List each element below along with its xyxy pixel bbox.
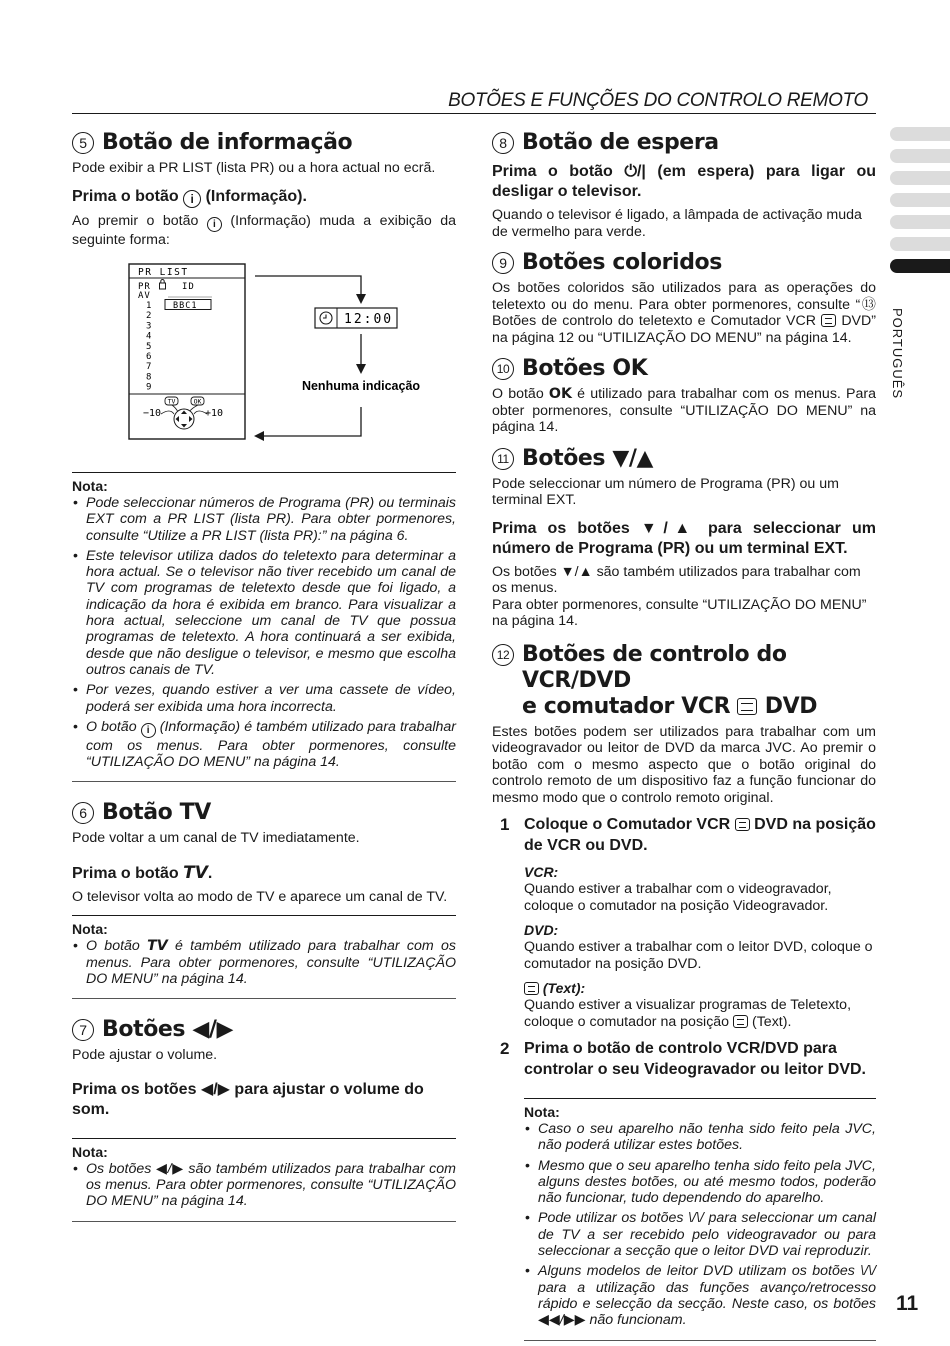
channel-number: 2 [146,311,152,322]
dvd-text: Quando estiver a trabalhar com o leitor DVD, coloque o comutador na posição DVD. [524,939,873,972]
step-body [524,1038,876,1080]
section-title: Botão de informação [102,130,353,155]
note-title: Nota: [72,1143,108,1160]
time-display [315,308,397,328]
note-list [72,1161,456,1210]
body-text: Os botões coloridos são utilizados para as operações do teletexto ou do menu. Para obter pormenores, consulte “⑬ Botões de controlo do teletexto e Comutador VCR [492,280,876,329]
instruction [72,863,456,884]
section-body [492,280,876,346]
note-box [524,1098,876,1341]
chapter-tab [890,127,950,141]
channel-number: 1 [146,301,152,311]
section-body: Os botões ▼/▲ são também utilizados para trabalhar com os menus. [492,563,861,596]
note-item [72,938,456,987]
header-rule [72,113,876,114]
info-icon: i [207,217,222,232]
channel-number: 4 [146,331,152,342]
section-title: Botões OK [522,356,648,381]
section-body: Estes botões podem ser utilizados para trabalhar com um videogravador ou leitor de DVD da marca JVC. Ao premir o botão com o mesmo aspecto que o botão original do controlo remoto de um dispositivo faz a função funcionar do mesmo modo que o controlo remoto original. [492,723,876,806]
body-text: DVD” na página 12 ou “UTILIZAÇÃO DO MENU” na página 14. [492,313,876,346]
instruction-text: Prima o botão [72,864,179,882]
section-title-line: DVD [764,693,818,719]
section-body: Quando o televisor é ligado, a lâmpada de activação muda de vermelho para verde. [492,207,862,240]
section-intro: Pode voltar a um canal de TV imediatamente. [72,830,360,847]
display-cycle-svg [72,262,456,462]
channel-number-list [146,301,151,393]
teletext-icon [737,698,757,715]
page-header-title: BOTÕES E FUNÇÕES DO CONTROLO REMOTO [448,90,868,111]
step-title-text: DVD na posição de VCR ou DVD. [524,816,876,854]
info-icon: i [141,723,156,738]
time-value: 12:00 [344,312,394,327]
section-body: Para obter pormenores, consulte “UTILIZAÇÃO DO MENU” na página 14. [492,596,867,629]
step-title: Prima o botão de controlo VCR/DVD para controlar o seu Videogravador ou leitor DVD. [524,1040,866,1078]
body-text: Quando estiver a visualizar programas de Teletexto, coloque o comutador na posição [524,997,852,1030]
body-text: é utilizado para trabalhar com os menus. Para obter pormenores, consulte “UTILIZAÇÃO DO MENU” na página 14. [492,386,876,435]
note-box [72,1138,456,1222]
chapter-tab [890,215,950,229]
cycle-arrows [254,276,366,441]
arrow-down-icon [356,294,366,304]
section-heading [72,1017,456,1043]
note-item: • Os botões ◀/▶ são também utilizados para trabalhar com os menus. Para obter pormenores, consulte “UTILIZAÇÃO DO MENU” na página 14. [72,1161,456,1210]
body-text: (Informação) muda a exibição da seguinte forma: [72,212,457,248]
info-icon: i [183,190,201,208]
ok-key-label: OK [193,397,202,406]
section-heading [492,642,876,720]
id-label: ID [182,282,195,292]
section-number: 6 [72,802,94,824]
section-intro: Pode exibir a PR LIST (lista PR) ou a hora actual no ecrã. [72,160,436,176]
instruction [72,187,456,208]
step-1 [492,814,876,1030]
instruction-text: . [207,864,213,882]
section-programme-buttons [492,446,876,630]
section-volume-buttons [72,1017,456,1221]
note-text: (Informação) é também utilizado para trabalhar com os menus. Para obter pormenores, consulte “UTILIZAÇÃO DO MENU” na página 14. [86,718,456,771]
note-box [72,472,456,782]
chapter-tab [890,237,950,251]
vcr-label: VCR: [524,864,559,880]
chapter-tabs [890,127,950,281]
chapter-tab [890,193,950,207]
section-intro: Pode seleccionar um número de Programa (PR) ou um terminal EXT. [492,475,839,508]
arrow-down-icon [356,364,366,374]
tv-key-label: TV [167,397,176,406]
section-title: Botões coloridos [522,250,722,275]
plus-ten-label: +10 [205,408,224,419]
note-item: • Pode seleccionar números de Programa (PR) ou terminais EXT com a PR LIST (lista PR). Para obter pormenores, consulte “Utilize a PR LIST (lista PR):” na página 6. [72,495,456,544]
av-label: AV [138,291,151,301]
chapter-tab [890,149,950,163]
channel-number: 8 [146,372,152,383]
section-title: Botões ▼/▲ [522,445,654,471]
section-heading [492,356,876,382]
section-heading [72,800,456,826]
body-text: O botão [492,386,544,402]
section-number: 10 [492,358,514,380]
step-title-text: Coloque o Comutador VCR [524,816,731,833]
note-item: • Pode utilizar os botões \/\/ para seleccionar um canal de TV a ser recebido pelo videogravador ou para seleccionar a secção que o leitor DVD vai reproduzir. [524,1210,876,1259]
section-intro: Pode ajustar o volume. [72,1047,218,1064]
section-body: O televisor volta ao modo de TV e aparece um canal de TV. [72,888,448,905]
page-number: 11 [896,1292,919,1315]
note-item: • Mesmo que o seu aparelho tenha sido feito pela JVC, alguns destes botões, ou até mesmo todos, poderão não funcionar, tudo dependendo do aparelho. [524,1158,876,1207]
teletext-icon [733,1015,748,1028]
pr-list-title: PR LIST [138,267,189,278]
section-info-button [72,130,456,782]
note-item [72,719,456,771]
section-title-line: Botões de controlo do VCR/DVD [522,641,787,693]
note-title: Nota: [524,1104,560,1120]
note-item: • Este televisor utiliza dados do teletexto para determinar a hora actual. Se o televisor não tiver recebido um canal de TV com programas de teletexto desde que foi ligado, a indicação da hora é exibida em branco. Para visualizar a hora actual, seleccione um canal de TV que possua programas de teletexto. A hora continuará a ser exibida, desde que não desligue o televisor, e mesmo que escolha outros canais de TV. [72,548,456,678]
text-mode-label [524,980,876,997]
section-heading [492,130,876,156]
text-mode-text [524,997,876,1030]
section-title: Botão TV [102,800,211,826]
section-title: Botões ◀/▶ [102,1017,234,1043]
channel-number: 7 [146,362,152,373]
section-number: 9 [492,252,514,274]
section-tv-button [72,800,456,999]
step-2 [492,1038,876,1080]
ok-key-glyph: OK [548,386,572,402]
section-body [492,386,876,436]
note-list [72,495,456,770]
note-item: • Alguns modelos de leitor DVD utilizam os botões \/\/ para a utilização das funções avanço/retrocesso rápido e selecção da secção. Neste caso, os botões ◀◀/▶▶ não funcionam. [524,1263,876,1328]
text-mode-label-text: (Text): [542,980,586,996]
note-title: Nota: [72,921,108,938]
teletext-icon [821,314,836,327]
step-body [524,814,876,1030]
channel-number: 9 [146,382,152,393]
section-title: Botão de espera [522,130,719,155]
channel-number: 5 [146,341,152,352]
tv-key-glyph: TV [147,938,168,955]
instruction-text: Prima o botão [72,187,179,205]
language-side-label: PORTUGUÊS [890,308,905,400]
section-heading [492,446,876,472]
note-list [524,1121,876,1329]
section-body [72,213,456,249]
no-display-label: Nenhuma indicação [301,379,421,393]
instruction: Prima os botões ◀/▶ para ajustar o volume do som. [72,1080,424,1118]
body-text: (Text). [751,1013,792,1030]
chapter-tab [890,171,950,185]
section-number: 7 [72,1019,94,1041]
section-number: 12 [492,644,514,666]
section-number: 11 [492,448,514,470]
section-heading [492,250,876,276]
instruction: Prima o botão ⏻/| (em espera) para ligar ou desligar o televisor. [492,163,876,200]
display-cycle-diagram [72,262,456,462]
tv-key-glyph: TV [183,862,208,883]
pr-label: PR [138,282,151,292]
note-text: é também utilizado para trabalhar com os menus. Para obter pormenores, consulte “UTILIZAÇÃO DO MENU” na página 14. [86,938,456,988]
vcr-text: Quando estiver a trabalhar com o videogravador, coloque o comutador na posição Videogravador. [524,881,832,914]
note-title: Nota: [72,478,108,494]
teletext-icon [524,982,539,995]
teletext-icon [735,818,750,831]
section-number: 8 [492,132,514,154]
right-column [492,130,876,1341]
section-heading [72,130,456,156]
dvd-label: DVD: [524,922,559,938]
section-ok-button [492,356,876,436]
section-number: 5 [72,132,94,154]
arrow-left-icon [254,431,264,441]
section-standby-button [492,130,876,240]
first-channel-name: BBC1 [173,301,198,311]
body-text: Ao premir o botão [72,212,199,229]
section-title-line: e comutador VCR [522,693,731,719]
section-vcr-dvd-buttons [492,642,876,1341]
step-title [524,814,876,856]
chapter-tab-active [890,259,950,273]
note-text: O botão [86,938,140,955]
minus-ten-label: −10 [143,408,162,419]
section-colour-buttons [492,250,876,346]
channel-number: 3 [146,321,152,332]
channel-number: 6 [146,352,152,362]
note-text: O botão [86,718,137,735]
note-box [72,915,456,999]
left-column [72,130,456,1222]
section-title [522,642,876,720]
instruction: Prima os botões ▼/▲ para seleccionar um número de Programa (PR) ou um terminal EXT. [492,519,876,557]
note-item: • Por vezes, quando estiver a ver uma cassete de vídeo, poderá ser exibida uma hora incorrecta. [72,682,456,715]
note-list [72,938,456,987]
instruction-text: (Informação). [205,187,307,205]
step-number: 2 [500,1039,510,1058]
note-item: • Caso o seu aparelho não tenha sido feito pela JVC, não poderá utilizar estes botões. [524,1121,876,1154]
step-number: 1 [500,815,510,834]
